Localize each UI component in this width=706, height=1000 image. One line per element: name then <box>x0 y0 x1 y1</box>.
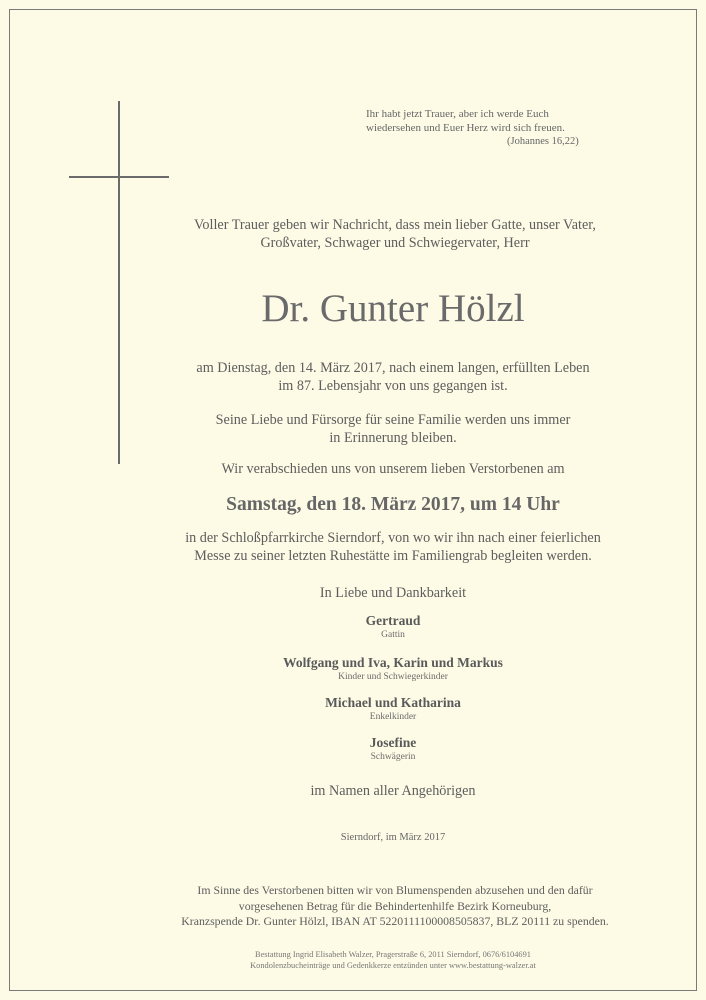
announcement-line-2: Großvater, Schwager und Schwiegervater, Herr <box>260 235 530 251</box>
mourner-role: Kinder und Schwiegerkinder <box>338 672 448 682</box>
mourner-group <box>40 613 706 641</box>
bible-verse <box>366 108 565 135</box>
closing-greeting: In Liebe und Dankbarkeit <box>319 585 467 601</box>
remembrance-line-2: in Erinnerung bleiben. <box>329 430 457 446</box>
deceased-name: Dr. Gunter Hölzl <box>261 287 525 330</box>
mourner-role: Schwägerin <box>370 752 416 762</box>
announcement-text <box>42 216 706 252</box>
mourner-name: Michael und Katharina <box>325 695 461 710</box>
announcement-line-1: Voller Trauer geben wir Nachricht, dass mein lieber Gatte, unser Vater, <box>194 217 596 233</box>
remembrance-text <box>40 411 706 447</box>
cross-horizontal-bar <box>69 176 169 178</box>
remembrance-line-1: Seine Liebe und Fürsorge für seine Familie werden uns immer <box>215 412 571 428</box>
mourner-name: Gertraud <box>365 613 421 628</box>
cross-vertical-bar <box>118 101 120 464</box>
mourner-role: Enkelkinder <box>369 712 417 722</box>
footer-line-1: Bestattung Ingrid Elisabeth Walzer, Pragerstraße 6, 2011 Sierndorf, 0676/6104691 <box>254 950 531 959</box>
funeral-home-footer <box>40 949 706 971</box>
verse-line-1: Ihr habt jetzt Trauer, aber ich werde Euch <box>366 108 549 120</box>
verse-reference: (Johannes 16,22) <box>507 136 579 147</box>
mourner-name: Wolfgang und Iva, Karin und Markus <box>283 655 503 670</box>
donation-line-2: vorgesehenen Betrag für die Behindertenhilfe Bezirk Korneuburg, <box>238 898 552 913</box>
mourner-group <box>40 735 706 763</box>
mourner-group <box>40 655 706 683</box>
death-info-line-2: im 87. Lebensjahr von uns gegangen ist. <box>278 378 508 394</box>
footer-line-2: Kondolenzbucheinträge und Gedenkkerze entzünden unter www.bestattung-walzer.at <box>250 961 536 970</box>
all-relatives: im Namen aller Angehörigen <box>310 783 476 799</box>
donation-line-3: Kranzspende Dr. Gunter Hölzl, IBAN AT 5220111100008505837, BLZ 20111 zu spenden. <box>181 914 609 928</box>
ceremony-text <box>40 529 706 565</box>
funeral-date: Samstag, den 18. März 2017, um 14 Uhr <box>226 494 560 515</box>
ceremony-line-2: Messe zu seiner letzten Ruhestätte im Familiengrab begleiten werden. <box>194 548 592 564</box>
ceremony-line-1: in der Schloßpfarrkirche Sierndorf, von wo wir ihn nach einer feierlichen <box>185 530 601 546</box>
mourner-role: Gattin <box>381 630 405 640</box>
donation-line-1: Im Sinne des Verstorbenen bitten wir von Blumenspenden abzusehen und den dafür <box>197 883 593 897</box>
mourner-group <box>40 695 706 723</box>
mourner-name: Josefine <box>369 735 417 750</box>
farewell-intro: Wir verabschieden uns von unserem lieben Verstorbenen am <box>221 461 565 477</box>
place-date: Sierndorf, im März 2017 <box>340 832 446 843</box>
death-info <box>40 359 706 395</box>
death-info-line-1: am Dienstag, den 14. März 2017, nach einem langen, erfüllten Leben <box>196 360 590 376</box>
verse-line-2: wiedersehen und Euer Herz wird sich freuen. <box>366 121 565 134</box>
donation-note <box>42 883 706 930</box>
